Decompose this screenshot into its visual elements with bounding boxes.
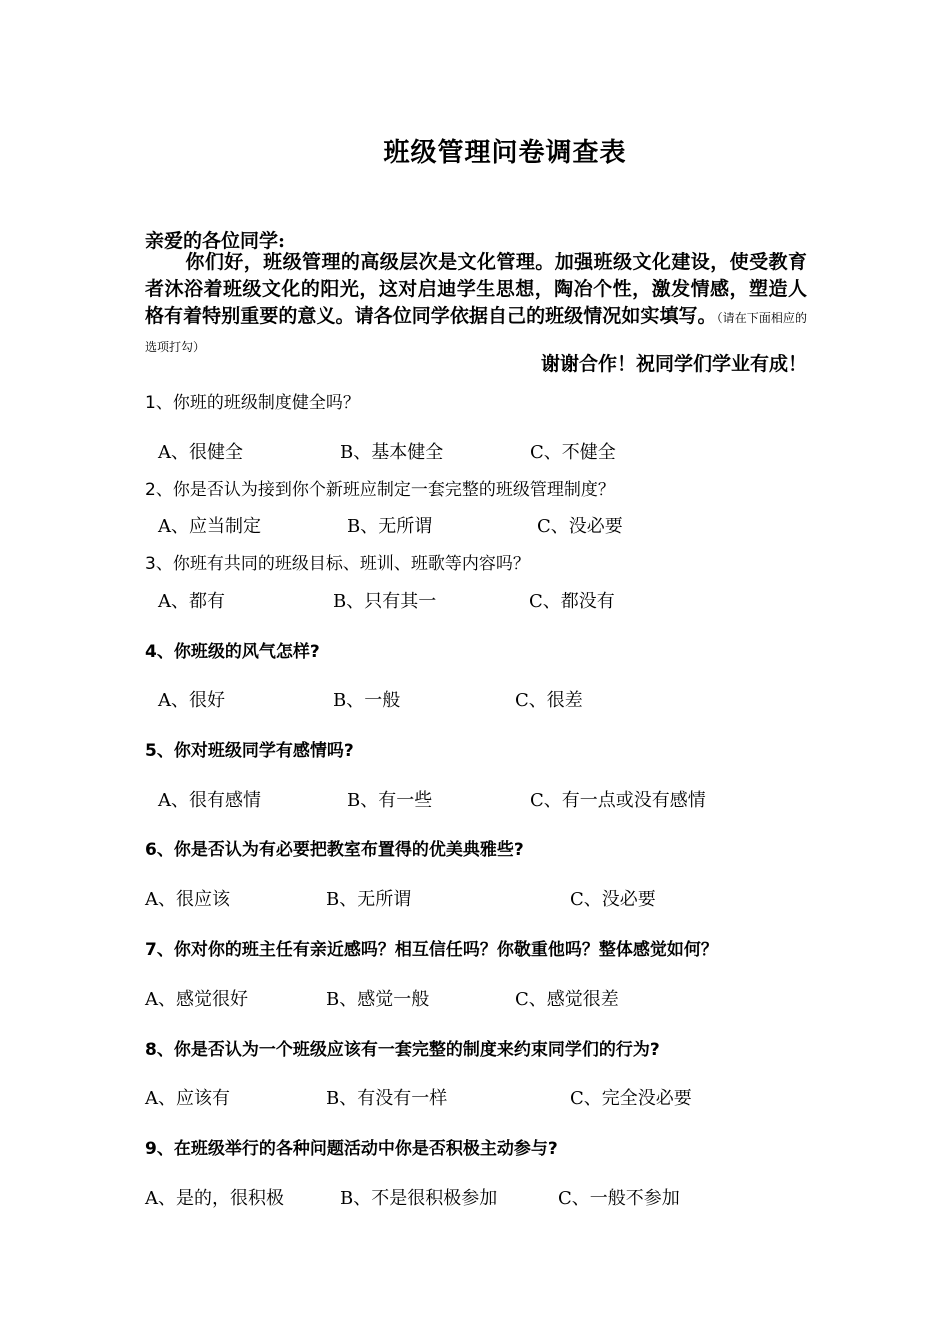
thanks-line: 谢谢合作！祝同学们学业有成！: [540, 353, 807, 375]
q4-option-b[interactable]: B、一般: [333, 690, 401, 711]
q9-option-a[interactable]: A、是的，很积极: [145, 1188, 284, 1209]
question-7: 7、你对你的班主任有亲近感吗？相互信任吗？你敬重他吗？整体感觉如何？: [145, 940, 718, 960]
q6-option-a[interactable]: A、很应该: [145, 889, 230, 910]
q9-option-b[interactable]: B、不是很积极参加: [340, 1188, 498, 1209]
page-title: 班级管理问卷调查表: [383, 138, 627, 168]
question-5: 5、你对班级同学有感情吗?: [145, 741, 354, 761]
q4-option-a[interactable]: A、很好: [158, 690, 225, 711]
greeting: 亲爱的各位同学:: [145, 230, 286, 252]
q5-option-a[interactable]: A、很有感情: [158, 790, 261, 811]
q9-option-c[interactable]: C、一般不参加: [558, 1188, 680, 1209]
q1-option-b[interactable]: B、基本健全: [340, 442, 444, 463]
q3-option-a[interactable]: A、都有: [158, 591, 225, 612]
q5-option-b[interactable]: B、有一些: [347, 790, 433, 811]
q8-option-b[interactable]: B、有没有一样: [326, 1088, 448, 1109]
question-6: 6、你是否认为有必要把教室布置得的优美典雅些?: [145, 840, 524, 860]
q7-option-c[interactable]: C、感觉很差: [515, 989, 619, 1010]
q3-option-b[interactable]: B、只有其一: [333, 591, 437, 612]
q4-option-c[interactable]: C、很差: [515, 690, 583, 711]
q2-option-b[interactable]: B、无所谓: [347, 516, 433, 537]
question-1: 1、你班的班级制度健全吗？: [145, 393, 360, 413]
q6-option-b[interactable]: B、无所谓: [326, 889, 412, 910]
question-8: 8、你是否认为一个班级应该有一套完整的制度来约束同学们的行为?: [145, 1040, 660, 1060]
q5-option-c[interactable]: C、有一点或没有感情: [530, 790, 706, 811]
question-3: 3、你班有共同的班级目标、班训、班歌等内容吗？: [145, 554, 530, 574]
question-2: 2、你是否认为接到你个新班应制定一套完整的班级管理制度？: [145, 480, 615, 500]
q2-option-a[interactable]: A、应当制定: [158, 516, 261, 537]
q8-option-c[interactable]: C、完全没必要: [570, 1088, 692, 1109]
intro-paragraph: [145, 249, 807, 361]
q7-option-b[interactable]: B、感觉一般: [326, 989, 430, 1010]
q8-option-a[interactable]: A、应该有: [145, 1088, 230, 1109]
q6-option-c[interactable]: C、没必要: [570, 889, 656, 910]
q7-option-a[interactable]: A、感觉很好: [145, 989, 248, 1010]
q1-option-a[interactable]: A、很健全: [158, 442, 243, 463]
q3-option-c[interactable]: C、都没有: [529, 591, 615, 612]
intro-note: （请在下面相应的选项打勾）: [145, 311, 807, 354]
q1-option-c[interactable]: C、不健全: [530, 442, 616, 463]
question-4: 4、你班级的风气怎样?: [145, 642, 320, 662]
intro-text: 你们好，班级管理的高级层次是文化管理。加强班级文化建设，使受教育者沐浴着班级文化的阳光，这对启迪学生思想，陶冶个性，激发情感，塑造人格有着特别重要的意义。请各位同学依据自己的班级情况如实填写。: [145, 251, 807, 327]
question-9: 9、在班级举行的各种问题活动中你是否积极主动参与?: [145, 1139, 558, 1159]
q2-option-c[interactable]: C、没必要: [537, 516, 623, 537]
